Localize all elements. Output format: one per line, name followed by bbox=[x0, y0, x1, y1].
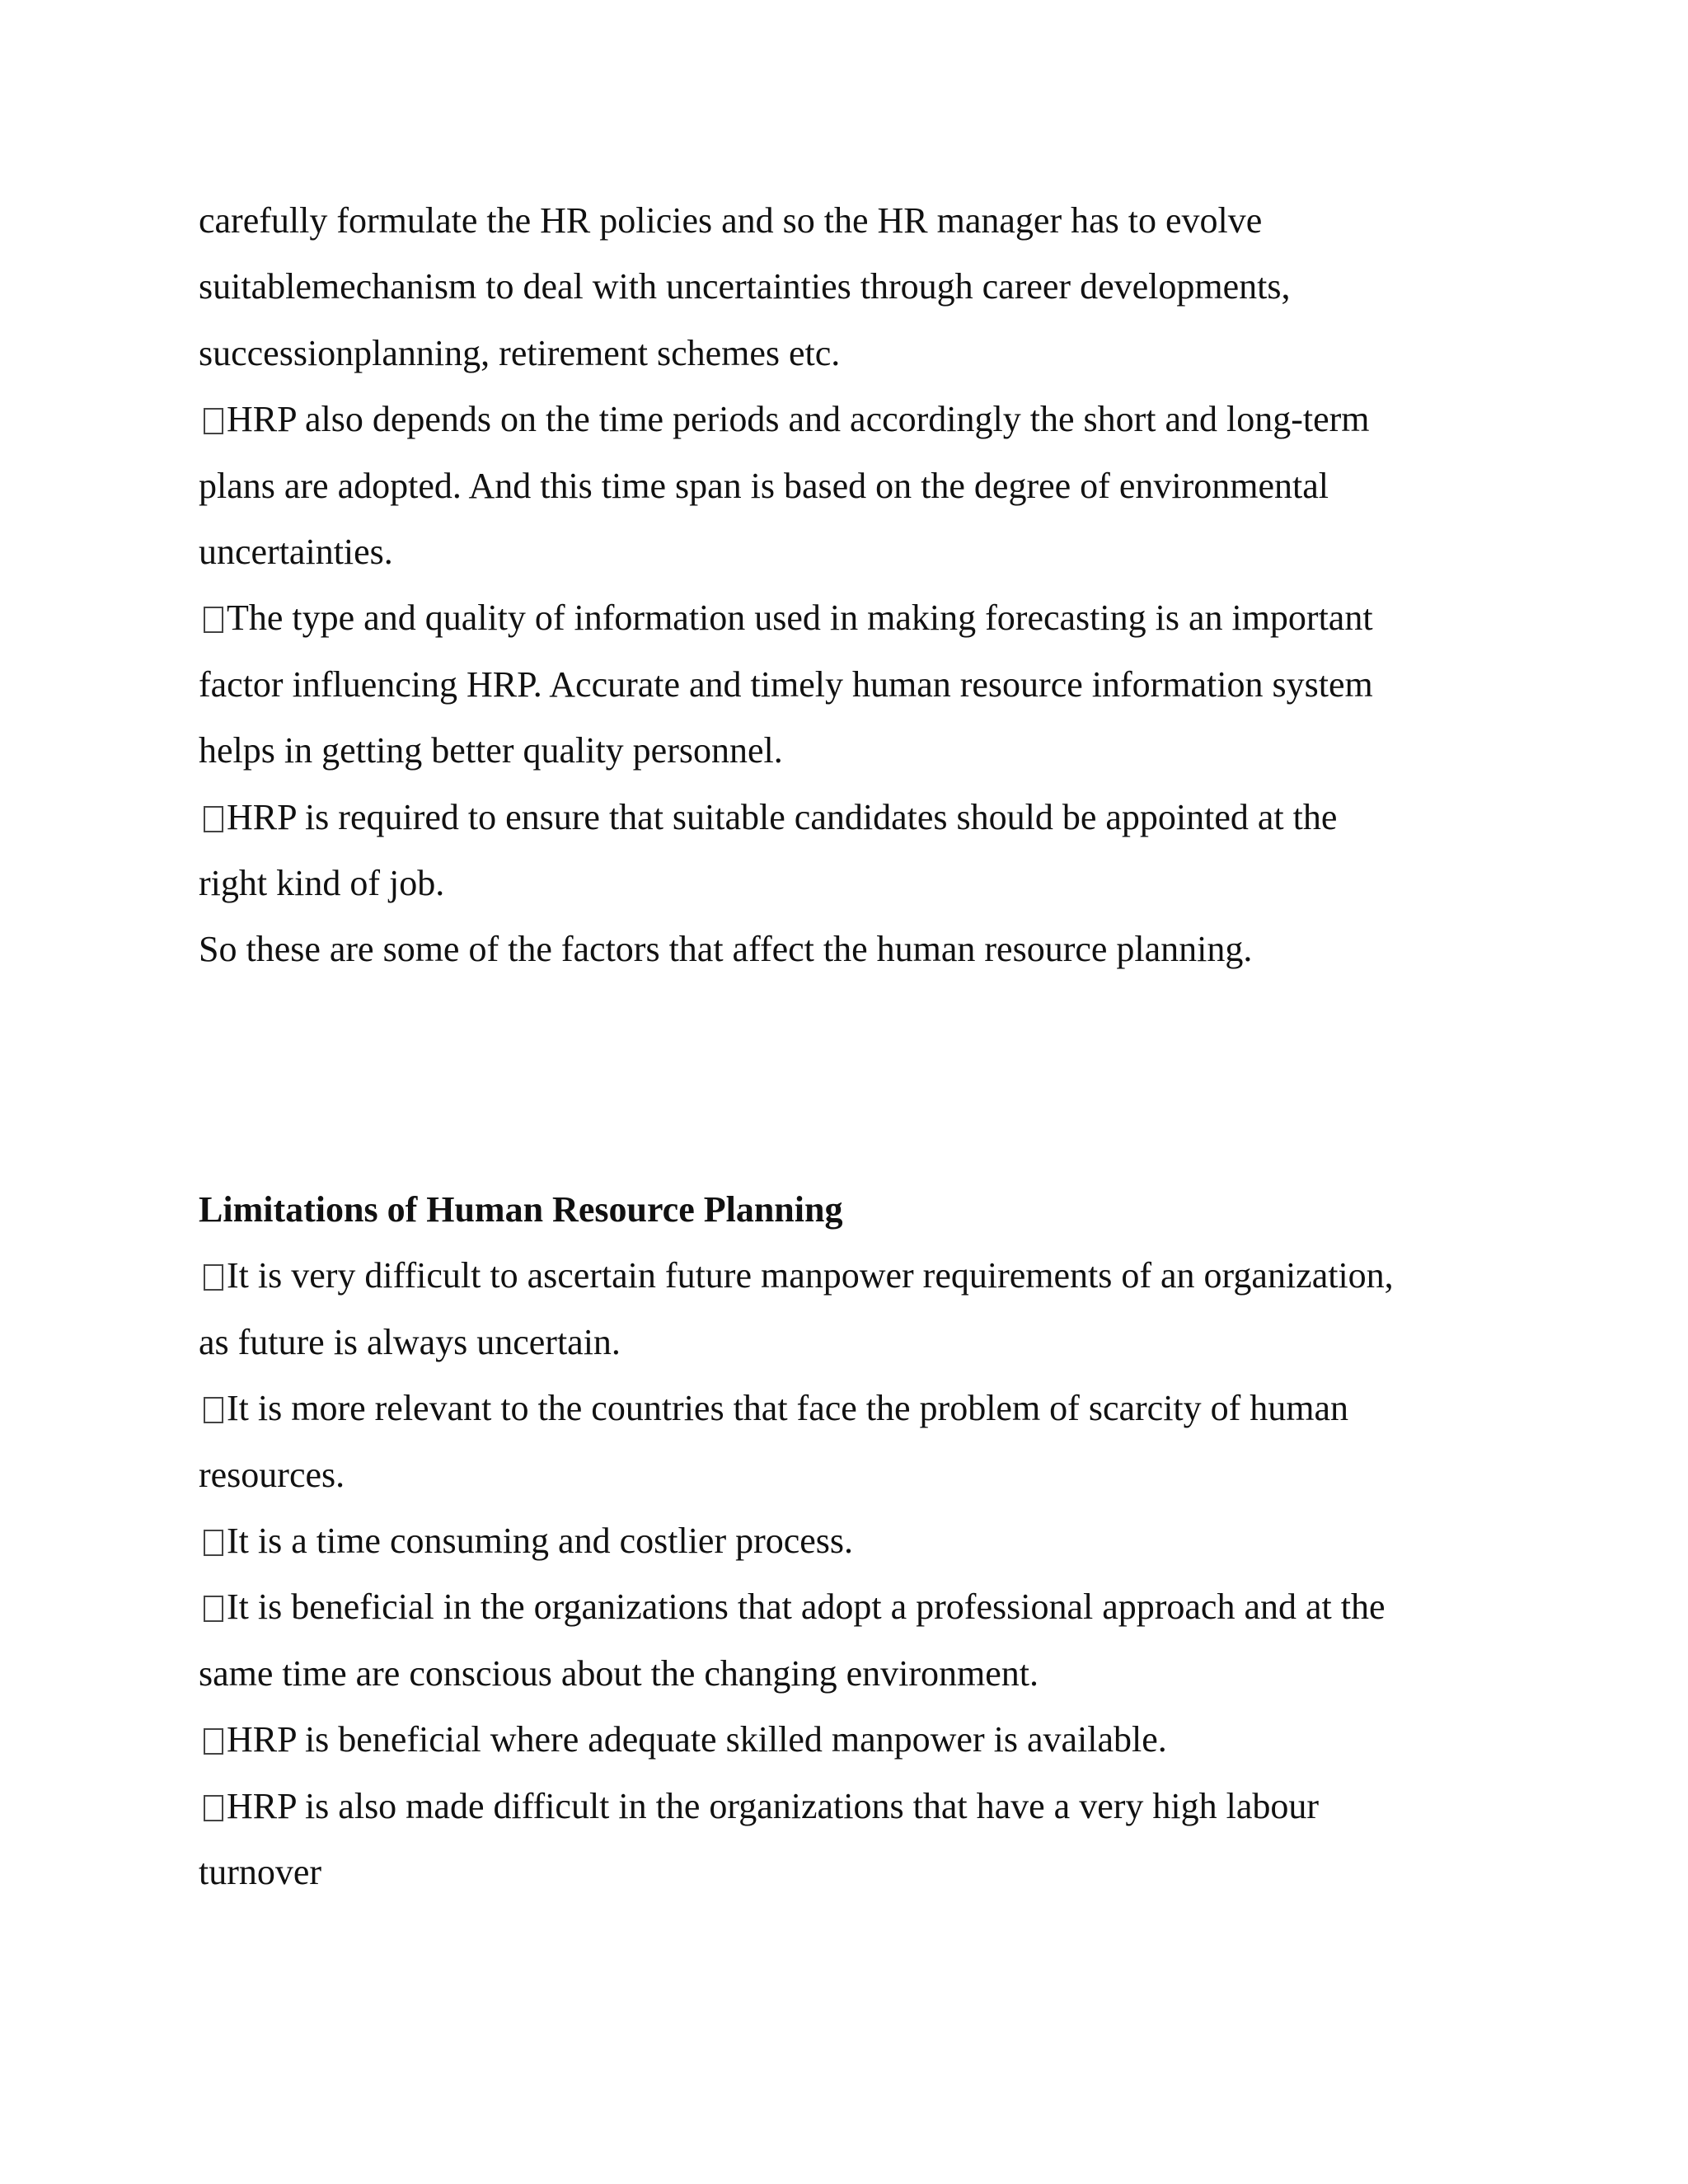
bullet-item bbox=[199, 1774, 1501, 1840]
bullet-item bbox=[199, 1707, 1501, 1773]
limitations-section bbox=[199, 1177, 1501, 1905]
factors-section bbox=[199, 188, 1501, 983]
missing-glyph-bullet-icon bbox=[204, 1530, 223, 1556]
bullet-text: HRP is required to ensure that suitable candidates should be appointed at the bbox=[227, 796, 1338, 837]
bullet-text: It is beneficial in the organizations that adopt a professional approach and at the bbox=[227, 1586, 1386, 1628]
bullet-item bbox=[199, 1376, 1501, 1441]
missing-glyph-bullet-icon bbox=[204, 806, 223, 832]
bullet-text: The type and quality of information used in making forecasting is an important bbox=[227, 598, 1373, 639]
bullet-continuation-line: helps in getting better quality personnel. bbox=[199, 730, 783, 771]
bullet-item bbox=[199, 585, 1501, 651]
bullet-text: It is more relevant to the countries that face the problem of scarcity of human bbox=[227, 1388, 1349, 1429]
bullet-item bbox=[199, 1508, 1501, 1574]
bullet-text: HRP is beneficial where adequate skilled manpower is available. bbox=[227, 1719, 1167, 1760]
bullet-continuation-line: same time are conscious about the changing environment. bbox=[199, 1652, 1039, 1694]
missing-glyph-bullet-icon bbox=[204, 1795, 223, 1821]
missing-glyph-bullet-icon bbox=[204, 1397, 223, 1423]
bullet-text: HRP is also made difficult in the organizations that have a very high labour bbox=[227, 1785, 1320, 1826]
bullet-continuation-line: factor influencing HRP. Accurate and timely human resource information system bbox=[199, 663, 1373, 705]
bullet-text: It is very difficult to ascertain future manpower requirements of an organization, bbox=[227, 1255, 1394, 1296]
bullet-continuation-line: right kind of job. bbox=[199, 862, 445, 903]
missing-glyph-bullet-icon bbox=[204, 408, 223, 434]
section-heading: Limitations of Human Resource Planning bbox=[199, 1189, 843, 1230]
bullet-continuation-line: uncertainties. bbox=[199, 531, 393, 572]
bullet-text: HRP also depends on the time periods and accordingly the short and long-term bbox=[227, 399, 1370, 440]
bullet-item bbox=[199, 387, 1501, 452]
summary-line: So these are some of the factors that affect the human resource planning. bbox=[199, 929, 1253, 970]
missing-glyph-bullet-icon bbox=[204, 1596, 223, 1622]
paragraph-line: suitablemechanism to deal with uncertainties through career developments, bbox=[199, 266, 1291, 307]
missing-glyph-bullet-icon bbox=[204, 1264, 223, 1291]
bullet-item bbox=[199, 1574, 1501, 1640]
bullet-continuation-line: as future is always uncertain. bbox=[199, 1321, 621, 1362]
paragraph-line: successionplanning, retirement schemes etc. bbox=[199, 332, 841, 373]
paragraph-line: carefully formulate the HR policies and so the HR manager has to evolve bbox=[199, 200, 1263, 241]
missing-glyph-bullet-icon bbox=[204, 1728, 223, 1755]
bullet-continuation-line: plans are adopted. And this time span is based on the degree of environmental bbox=[199, 465, 1329, 506]
bullet-continuation-line: turnover bbox=[199, 1851, 322, 1892]
bullet-continuation-line: resources. bbox=[199, 1454, 345, 1495]
bullet-text: It is a time consuming and costlier process. bbox=[227, 1520, 854, 1561]
missing-glyph-bullet-icon bbox=[204, 607, 223, 633]
bullet-item bbox=[199, 785, 1501, 851]
bullet-item bbox=[199, 1243, 1501, 1309]
